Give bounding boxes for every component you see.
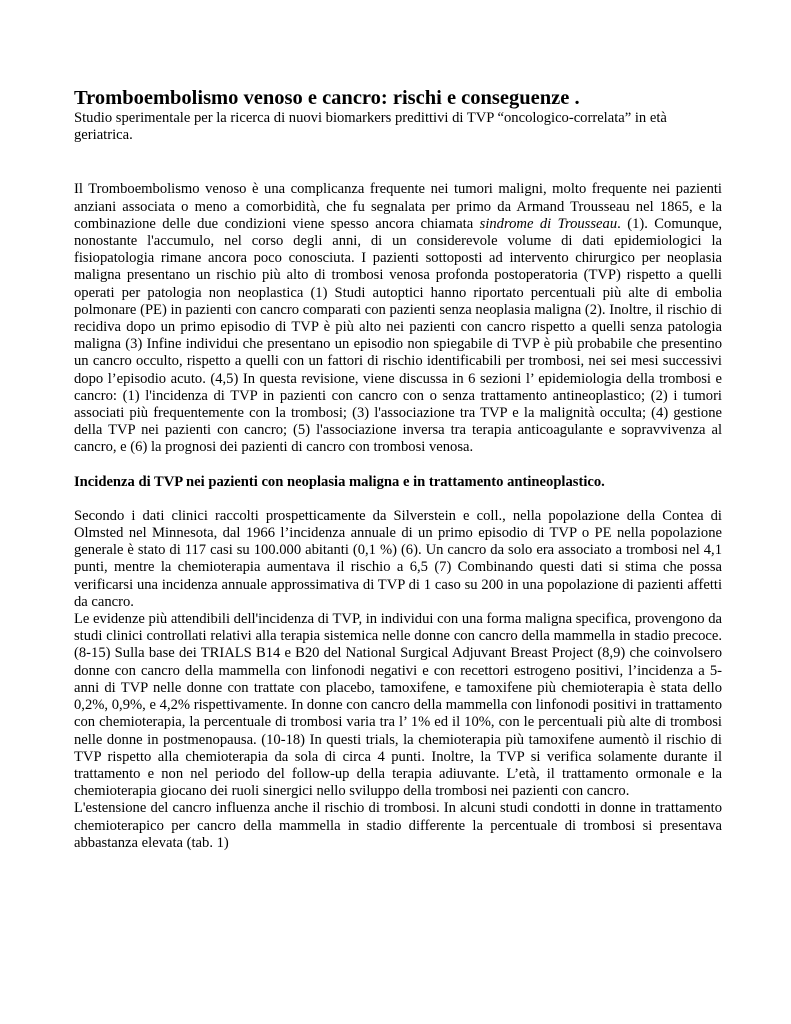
spacer: [74, 457, 722, 474]
body-paragraph-1: Secondo i dati clinici raccolti prospetticamente da Silverstein e coll., nella popolazione della Contea di Olmsted nel Minnesota, dal 1966 l’incidenza annuale di un primo episodio di TVP o PE nella popolazione generale è stato di 117 casi su 100.000 abitanti (0,1 %) (6). Un cancro da solo era associato a trombosi nel 4,1 punti, mentre la chemioterapia aumentava il rischio a 6,5 (7) Combinando questi dati si stima che possa verificarsi una incidenza annuale approssimativa di TVP di 1 caso su 200 in una popolazione di pazienti affetti da cancro.: [74, 507, 722, 610]
section-heading: Incidenza di TVP nei pazienti con neoplasia maligna e in trattamento antineoplastico.: [74, 473, 605, 490]
body-paragraph-2: Le evidenze più attendibili dell'incidenza di TVP, in individui con una forma maligna specifica, provengono da studi clinici controllati relativi alla terapia sistemica nelle donne con cancro della mammella in stadio precoce. (8-15) Sulla base dei TRIALS B14 e B20 del National Surgical Adjuvant Breast Project (8,9) che coinvolsero donne con cancro della mammella con linfonodi negativi e con recettori estrogeno positivi, l’incidenza a 5-anni di TVP nelle donne con trattate con placebo, tamoxifene, e tamoxifene più chemioterapia è stata dello 0,2%, 0,9%, e 4,2% rispettivamente. In donne con cancro della mammella con linfonodi positivi in trattamento con chemioterapia, la percentuale di trombosi varia tra l’ 1% ed il 10%, con le percentuali più alte di trombosi nelle donne in postmenopausa. (10-18) In questi trials, la chemioterapia più tamoxifene aumentò il rischio di TVP rispetto alla chemioterapia da sola di circa 4 punti. Inoltre, la TVP si verifica solamente durante il trattamento e non nel periodo del follow-up della terapia adiuvante. L’età, il trattamento ormonale e la chemioterapia giocano dei ruoli sinergici nello sviluppo della trombosi nei pazienti con cancro.: [74, 611, 722, 800]
intro-emphasis: sindrome di Trousseau: [479, 215, 618, 232]
document-subtitle: Studio sperimentale per la ricerca di nuovi biomarkers predittivi di TVP “oncologico-correlata” in età geriatrica.: [74, 110, 667, 144]
intro-text-part2: . (1). Comunque, nonostante l'accumulo, nel corso degli anni, di un considerevole volume di dati epidemiologici la fisiopatologia rimane ancora poco conosciuta. I pazienti sottoposti ad intervento chirurgico per neoplasia maligna presentano un rischio più alto di trombosi venosa profonda postoperatoria (TVP) rispetto a quelli operati per patologia non neoplastica (1) Studi autoptici hanno riportato percentuali più alte di embolia polmonare (PE) in pazienti con cancro comparati con pazienti senza neoplasia maligna (2). Inoltre, il rischio di recidiva dopo un primo episodio di TVP è più alto nei pazienti con cancro rispetto a quelli senza patologia maligna (3) Infine individui che presentano un episodio non spiegabile di TVP è più probabile che presentino un cancro occulto, rispetto a quelli con un fattori di rischio identificabili per trombosi, nei sei mesi successivi dopo l’episodio acuto. (4,5) In questa revisione, viene discussa in 6 sezioni l’ epidemiologia della trombosi e cancro: (1) l'incidenza di TVP in pazienti con cancro con o senza trattamento antineoplastico; (2) i tumori associati più frequentemente con la trombosi; (3) l'associazione tra TVP e la malignità occulta; (4) gestione della TVP nei pazienti con cancro; (5) l'associazione inversa tra terapia anticoagulante e sopravvivenza al cancro, e (6) la prognosi dei pazienti di cancro con trombosi venosa.: [74, 215, 723, 456]
body-paragraph-3: L'estensione del cancro influenza anche il rischio di trombosi. In alcuni studi condotti in donne in trattamento chemioterapico per cancro della mammella in stadio differente la percentuale di trombosi si presentava abbastanza elevata (tab. 1): [74, 800, 722, 851]
document-page: [74, 86, 722, 852]
intro-paragraph: [74, 181, 722, 456]
intro-text-part1: Il Tromboembolismo venoso è una complicanza frequente nei tumori maligni, molto frequente nei pazienti anziani associata o meno a comorbidità, che fu segnalata per primo da Armand Trousseau nel 1865, e la combinazione delle due condizioni viene spesso ancora chiamata: [74, 181, 722, 232]
spacer: [74, 144, 722, 181]
spacer: [74, 491, 722, 508]
document-title: Tromboembolismo venoso e cancro: rischi e conseguenze .: [74, 87, 580, 109]
